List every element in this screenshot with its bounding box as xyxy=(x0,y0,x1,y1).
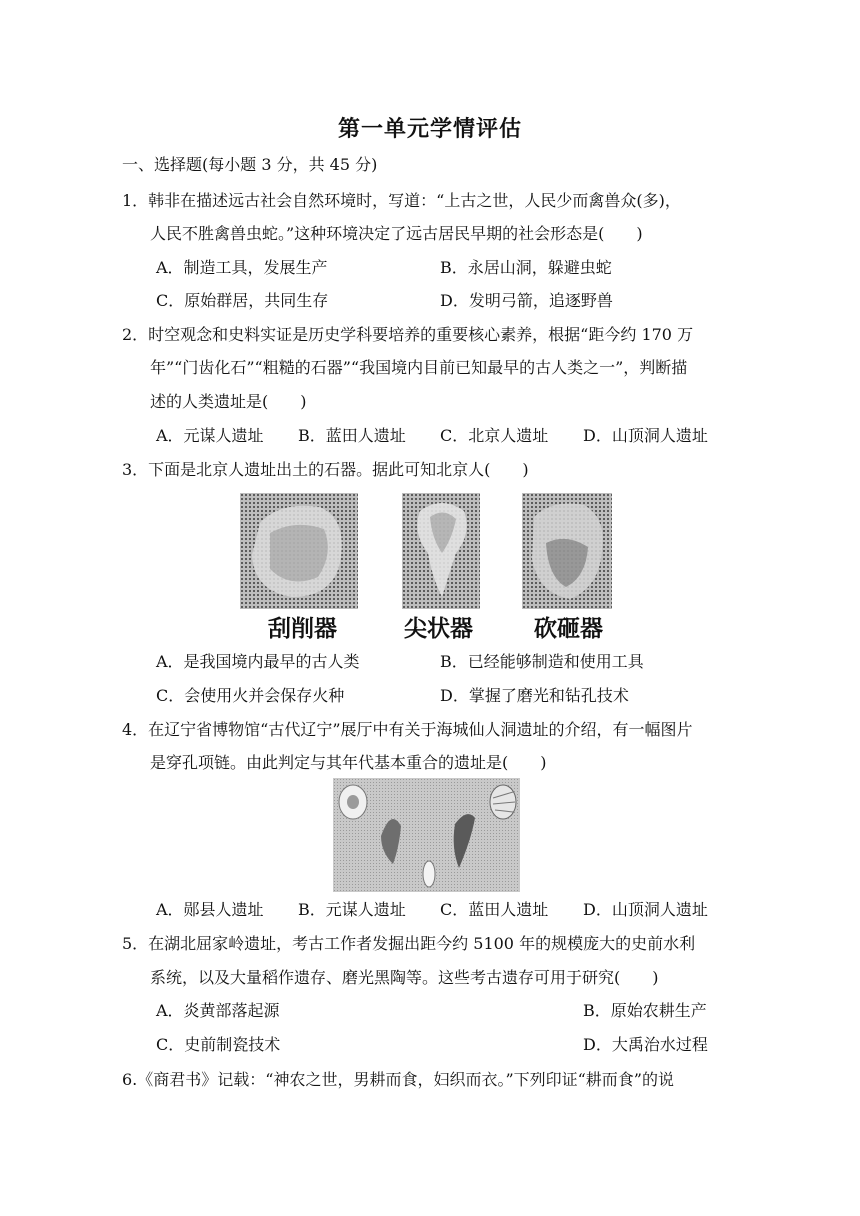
q1-stem-line1: 1．韩非在描述远古社会自然环境时，写道：“上古之世，人民少而禽兽众(多)， xyxy=(122,191,681,210)
pointed-tool-caption: 尖状器 xyxy=(404,616,473,642)
section-heading: 一、选择题(每小题 3 分，共 45 分) xyxy=(122,155,378,174)
q6-stem-line1: 6.《商君书》记载：“神农之世，男耕而食，妇织而衣。”下列印证“耕而食”的说 xyxy=(122,1070,674,1089)
q1-option-b: B．永居山洞，躲避虫蛇 xyxy=(440,258,612,277)
q5-option-b: B．原始农耕生产 xyxy=(583,1001,707,1020)
q4-option-d: D．山顶洞人遗址 xyxy=(583,900,708,919)
pointed-stone-image xyxy=(402,493,480,609)
q5-option-c: C．史前制瓷技术 xyxy=(156,1035,281,1054)
q2-stem-line3: 述的人类遗址是( ) xyxy=(150,392,307,411)
q2-option-c: C．北京人遗址 xyxy=(440,426,549,445)
q2-option-d: D．山顶洞人遗址 xyxy=(583,426,708,445)
q2-stem-line1: 2．时空观念和史料实证是历史学科要培养的重要核心素养，根据“距今约 170 万 xyxy=(122,325,694,344)
q5-stem-line1: 5．在湖北屈家岭遗址，考古工作者发掘出距今约 5100 年的规模庞大的史前水利 xyxy=(122,934,696,953)
chopper-caption: 砍砸器 xyxy=(534,616,603,642)
q5-stem-line2: 系统，以及大量稻作遗存、磨光黑陶等。这些考古遗存可用于研究( ) xyxy=(150,968,659,987)
q3-option-b: B．已经能够制造和使用工具 xyxy=(440,652,644,671)
q3-stem: 3．下面是北京人遗址出土的石器。据此可知北京人( ) xyxy=(122,460,529,479)
scraper-stone-image xyxy=(240,493,358,609)
q4-stem-line1: 4．在辽宁省博物馆“古代辽宁”展厅中有关于海城仙人洞遗址的介绍，有一幅图片 xyxy=(122,720,693,739)
q4-stem-line2: 是穿孔项链。由此判定与其年代基本重合的遗址是( ) xyxy=(150,753,547,772)
perforated-necklace-image xyxy=(333,778,520,892)
q4-option-a: A．郧县人遗址 xyxy=(156,900,264,919)
chopper-stone-image xyxy=(522,493,612,609)
q3-option-a: A．是我国境内最早的古人类 xyxy=(156,652,360,671)
q5-option-d: D．大禹治水过程 xyxy=(583,1035,708,1054)
q4-option-b: B．元谋人遗址 xyxy=(298,900,406,919)
q3-option-d: D．掌握了磨光和钻孔技术 xyxy=(440,686,629,705)
q1-option-c: C．原始群居，共同生存 xyxy=(156,291,329,310)
q5-option-a: A．炎黄部落起源 xyxy=(156,1001,280,1020)
scraper-caption: 刮削器 xyxy=(268,616,337,642)
q4-option-c: C．蓝田人遗址 xyxy=(440,900,549,919)
q1-stem-line2: 人民不胜禽兽虫蛇。”这种环境决定了远古居民早期的社会形态是( ) xyxy=(150,224,643,243)
q3-option-c: C．会使用火并会保存火种 xyxy=(156,686,345,705)
q2-option-b: B．蓝田人遗址 xyxy=(298,426,406,445)
page-title: 第一单元学情评估 xyxy=(337,117,522,142)
q2-option-a: A．元谋人遗址 xyxy=(156,426,264,445)
q2-stem-line2: 年”“门齿化石”“粗糙的石器”“我国境内目前已知最早的古人类之一”，判断描 xyxy=(150,358,688,377)
q1-option-d: D．发明弓箭，追逐野兽 xyxy=(440,291,613,310)
q1-option-a: A．制造工具，发展生产 xyxy=(156,258,328,277)
